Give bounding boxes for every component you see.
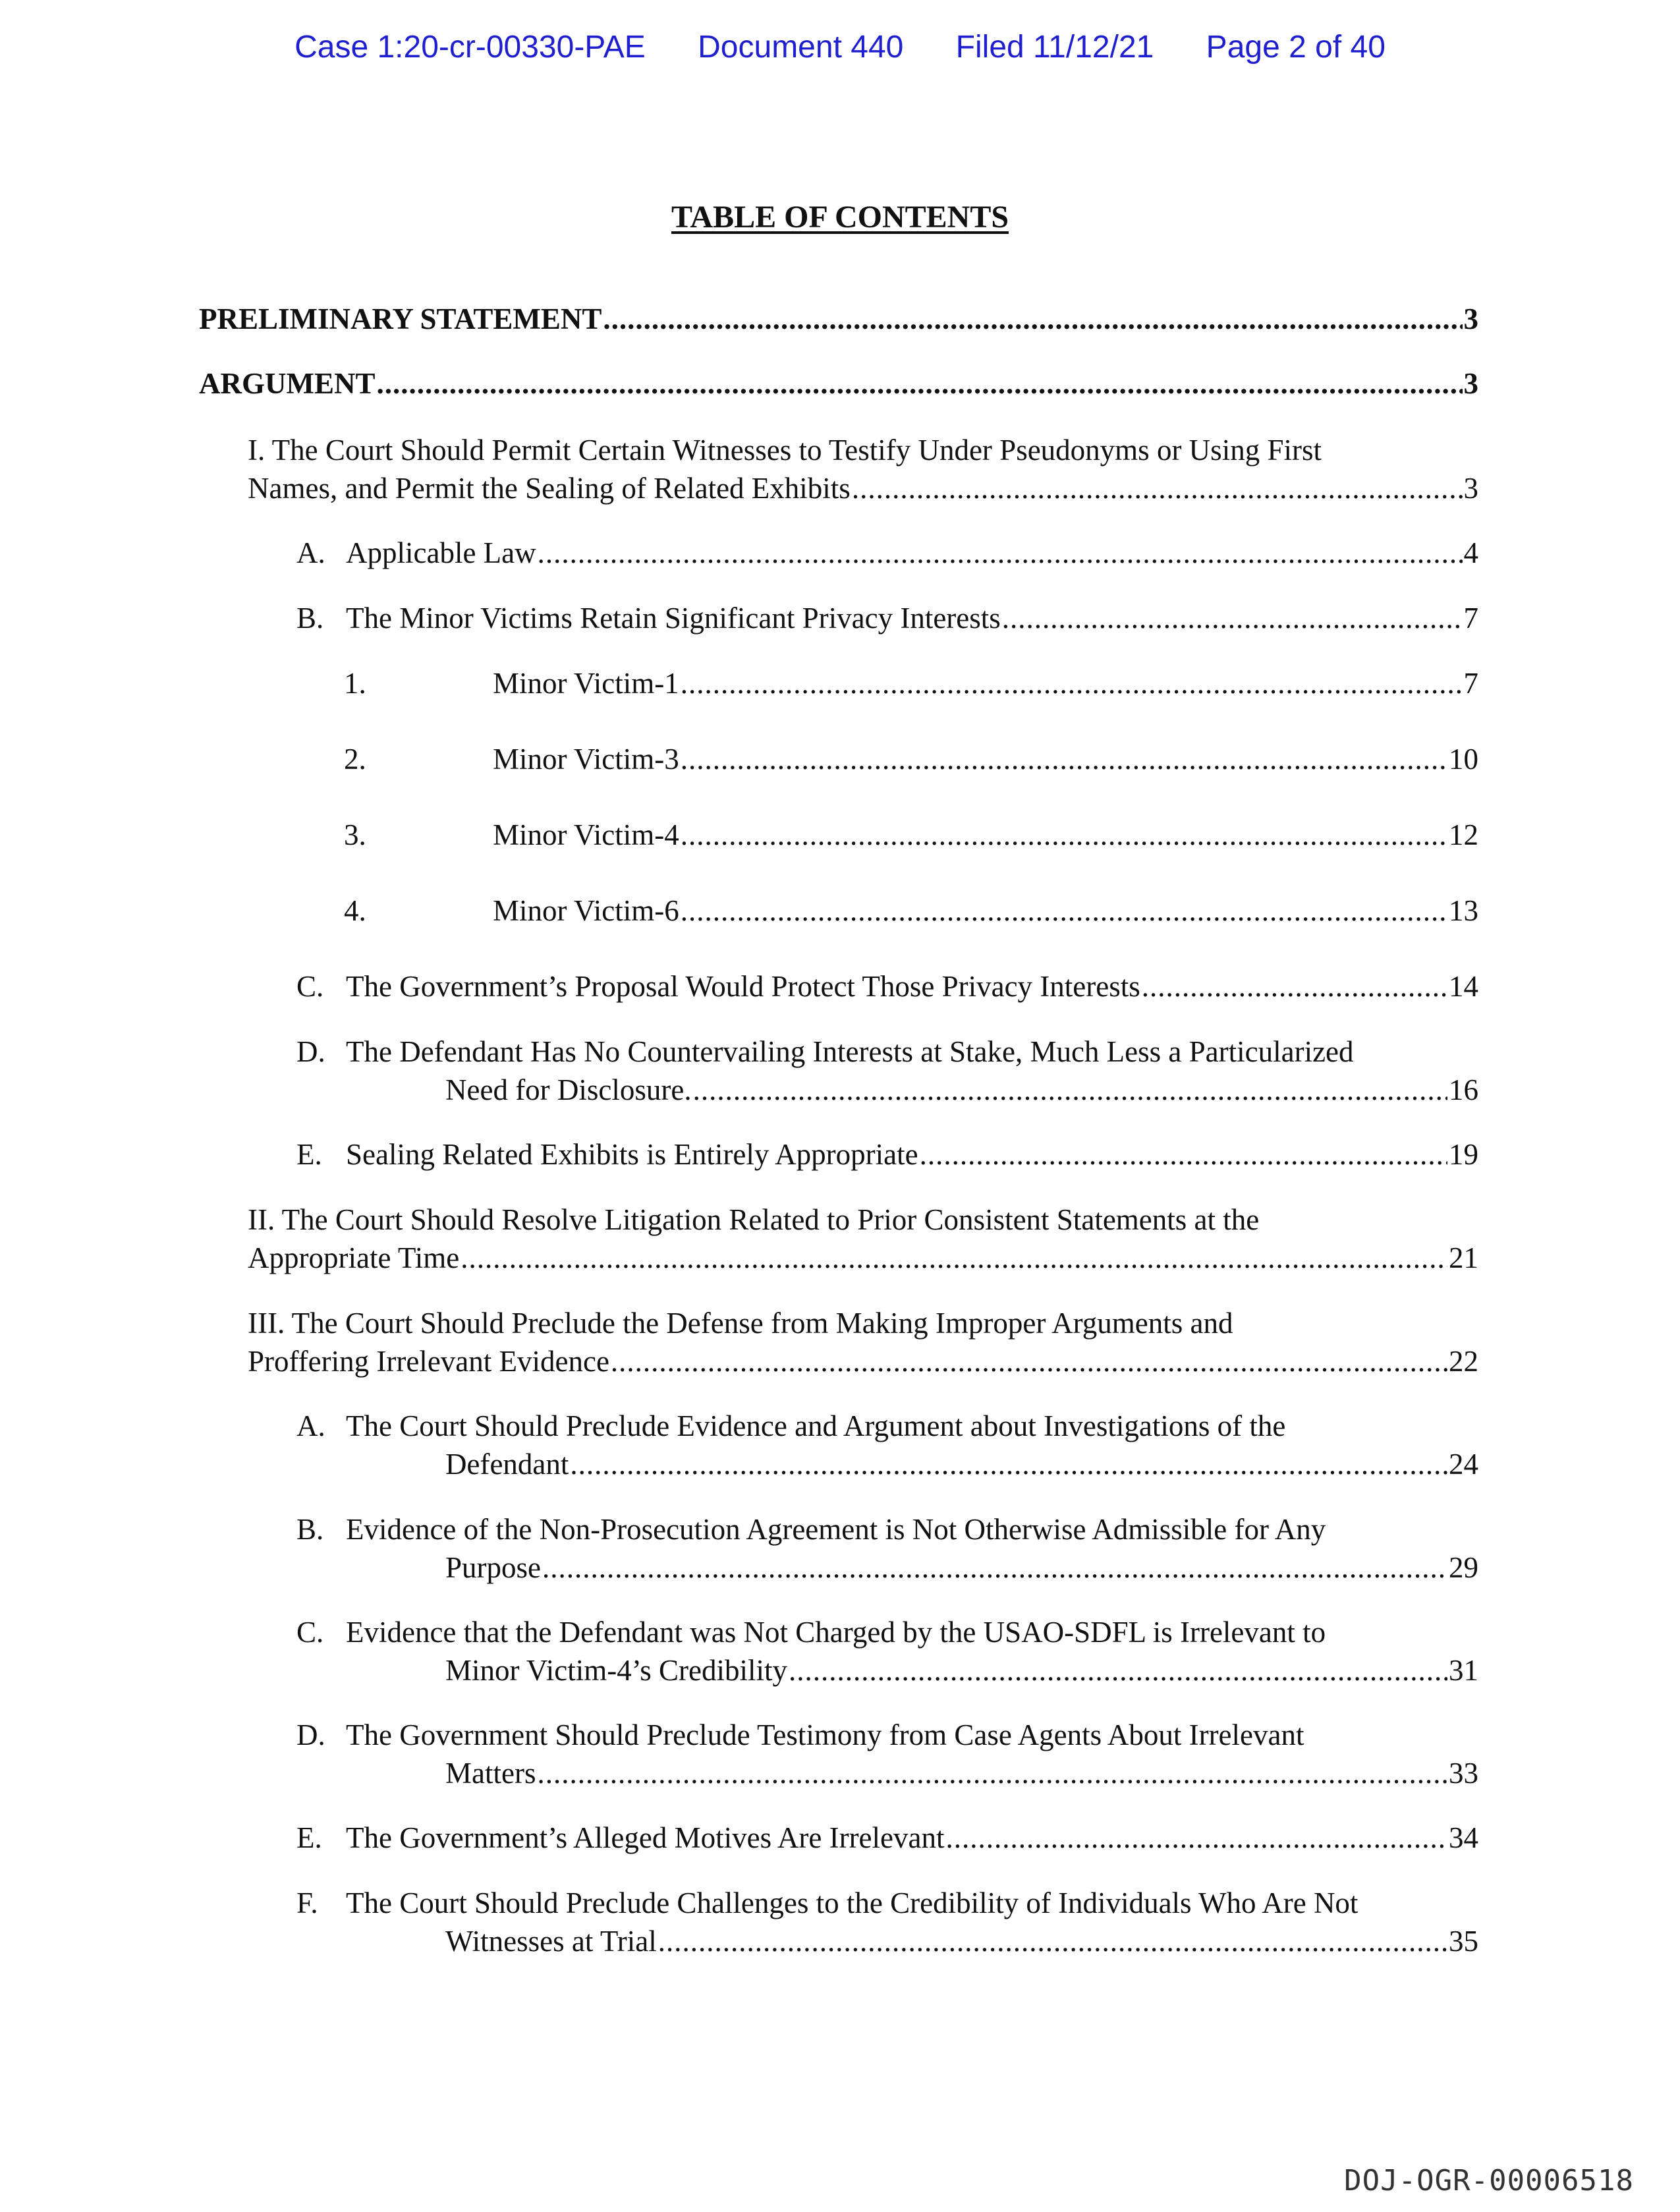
toc-page-number: 3 [1463,472,1478,505]
toc-entry-line2: Purpose [445,1551,541,1584]
dot-leader [852,469,1463,507]
toc-entry-i-b-2 [344,740,1478,778]
toc-entry-text: The Government’s Proposal Would Protect Those Privacy Interests [346,970,1140,1003]
toc-entry-letter: A. [296,1409,325,1442]
toc-entry-section-iii [248,1304,1478,1380]
toc-entry-iii-f [296,1884,1478,1960]
toc-entry-line2: Defendant [445,1448,569,1481]
toc-entry-line1: Evidence that the Defendant was Not Charged by the USAO-SDFL is Irrelevant to [346,1616,1326,1649]
dot-leader [693,1071,1447,1109]
toc-entry-line1: The Government Should Preclude Testimony from Case Agents About Irrelevant [346,1718,1304,1751]
toc-entry-line2: Proffering Irrelevant Evidence [248,1345,609,1378]
toc-entry-letter: B. [296,1513,324,1546]
toc-page-number: 31 [1449,1654,1478,1687]
dot-leader [461,1239,1447,1277]
toc-entry-i-c [296,967,1478,1006]
toc-entry-preliminary-statement [199,300,1478,338]
toc-entry-letter: F. [296,1886,318,1919]
toc-entry-i-b-4 [344,892,1478,930]
toc-page-number: 7 [1463,667,1478,700]
toc-page-number: 16 [1449,1073,1478,1106]
toc-entry-line1: The Court Should Preclude Challenges to the Credibility of Individuals Who Are Not [346,1886,1358,1919]
toc-entry-number: 4. [344,894,366,927]
toc-entry-letter: D. [296,1718,325,1751]
toc-page-number: 3 [1463,367,1478,400]
toc-entry-letter: D. [296,1035,325,1068]
toc-entry-section-i [248,431,1478,507]
toc-entry-line1: II. The Court Should Resolve Litigation Related to Prior Consistent Statements at the [248,1203,1260,1236]
toc-entry-text: PRELIMINARY STATEMENT [199,302,602,335]
dot-leader [681,740,1447,778]
case-number: Case 1:20-cr-00330-PAE [294,30,646,65]
toc-page-number: 14 [1449,970,1478,1003]
toc-page-number: 35 [1449,1925,1478,1958]
toc-entry-line1: I. The Court Should Permit Certain Witnesses to Testify Under Pseudonyms or Using First [248,434,1322,467]
toc-entry-text: Minor Victim-6 [493,894,679,927]
dot-leader [681,892,1447,930]
toc-entry-iii-c [296,1613,1478,1689]
toc-entry-iii-a [296,1407,1478,1483]
toc-entry-i-b [296,599,1478,637]
toc-page-number: 12 [1449,818,1478,851]
toc-entry-text: The Government’s Alleged Motives Are Irrelevant [346,1821,945,1854]
bates-number: DOJ-OGR-00006518 [1344,2164,1634,2198]
toc-entry-text: The Minor Victims Retain Significant Privacy Interests [346,602,1001,635]
toc-entry-letter: E. [296,1821,322,1854]
dot-leader [570,1445,1447,1483]
toc-page-number: 24 [1449,1448,1478,1481]
toc-entry-letter: C. [296,970,324,1003]
toc-page-number: 7 [1463,602,1478,635]
case-header [0,29,1680,65]
toc-entry-argument [199,364,1478,403]
toc-entry-letter: A. [296,536,325,569]
toc-entry-text: Applicable Law [346,536,536,569]
toc-title: TABLE OF CONTENTS [671,200,1009,235]
toc-entry-section-ii [248,1201,1478,1277]
dot-leader [681,816,1447,854]
toc-entry-line2: Witnesses at Trial [445,1925,657,1958]
toc-entry-text: Minor Victim-4 [493,818,679,851]
dot-leader [538,534,1463,572]
toc-page-number: 34 [1449,1821,1478,1854]
document-number: Document 440 [698,30,904,65]
toc-entry-i-a [296,534,1478,572]
toc-entry-line2: Matters [445,1757,536,1790]
toc-entry-number: 2. [344,743,366,776]
toc-page-number: 29 [1449,1551,1478,1584]
toc-entry-text: Minor Victim-1 [493,667,679,700]
dot-leader [377,364,1463,403]
dot-leader [603,300,1462,338]
filed-date: Filed 11/12/21 [955,30,1154,65]
dot-leader [945,1819,1447,1857]
toc-entry-text: Sealing Related Exhibits is Entirely Appropriate [346,1138,918,1171]
toc-entry-line2: Names, and Permit the Sealing of Related Exhibits [248,472,851,505]
toc-entry-line2: Need for Disclosure. [445,1073,692,1106]
dot-leader [537,1754,1447,1792]
toc-entry-text: Minor Victim-3 [493,743,679,776]
toc-entry-i-b-3 [344,816,1478,854]
dot-leader [920,1135,1447,1174]
toc-entry-iii-e [296,1819,1478,1857]
toc-entry-text: ARGUMENT [199,367,376,400]
dot-leader [611,1342,1447,1380]
dot-leader [1142,967,1447,1006]
toc-entry-line1: III. The Court Should Preclude the Defense from Making Improper Arguments and [248,1307,1233,1340]
toc-entry-line2: Minor Victim-4’s Credibility [445,1654,787,1687]
toc-entry-iii-d [296,1716,1478,1792]
toc-page-number: 4 [1463,536,1478,569]
dot-leader [658,1922,1447,1960]
toc-page-number: 19 [1449,1138,1478,1171]
toc-entry-number: 3. [344,818,366,851]
toc-page-number: 22 [1449,1345,1478,1378]
dot-leader [542,1548,1447,1587]
toc-entry-line1: The Defendant Has No Countervailing Interests at Stake, Much Less a Particularized [346,1035,1354,1068]
toc-page-number: 21 [1449,1241,1478,1274]
toc-entry-iii-b [296,1510,1478,1587]
toc-entry-i-e [296,1135,1478,1174]
toc-entry-line1: The Court Should Preclude Evidence and Argument about Investigations of the [346,1409,1286,1442]
dot-leader [681,664,1463,702]
toc-page-number: 10 [1449,743,1478,776]
page-indicator: Page 2 of 40 [1206,30,1386,65]
toc-entry-number: 1. [344,667,366,700]
toc-entry-letter: E. [296,1138,322,1171]
toc-entry-letter: C. [296,1616,324,1649]
toc-page-number: 3 [1463,302,1478,335]
dot-leader [1002,599,1463,637]
toc-entry-letter: B. [296,602,324,635]
toc-entry-i-b-1 [344,664,1478,702]
toc-page-number: 33 [1449,1757,1478,1790]
dot-leader [789,1651,1447,1689]
toc-entry-i-d [296,1033,1478,1109]
toc-entry-line1: Evidence of the Non-Prosecution Agreement is Not Otherwise Admissible for Any [346,1513,1326,1546]
toc-entry-line2: Appropriate Time [248,1241,460,1274]
toc-page-number: 13 [1449,894,1478,927]
